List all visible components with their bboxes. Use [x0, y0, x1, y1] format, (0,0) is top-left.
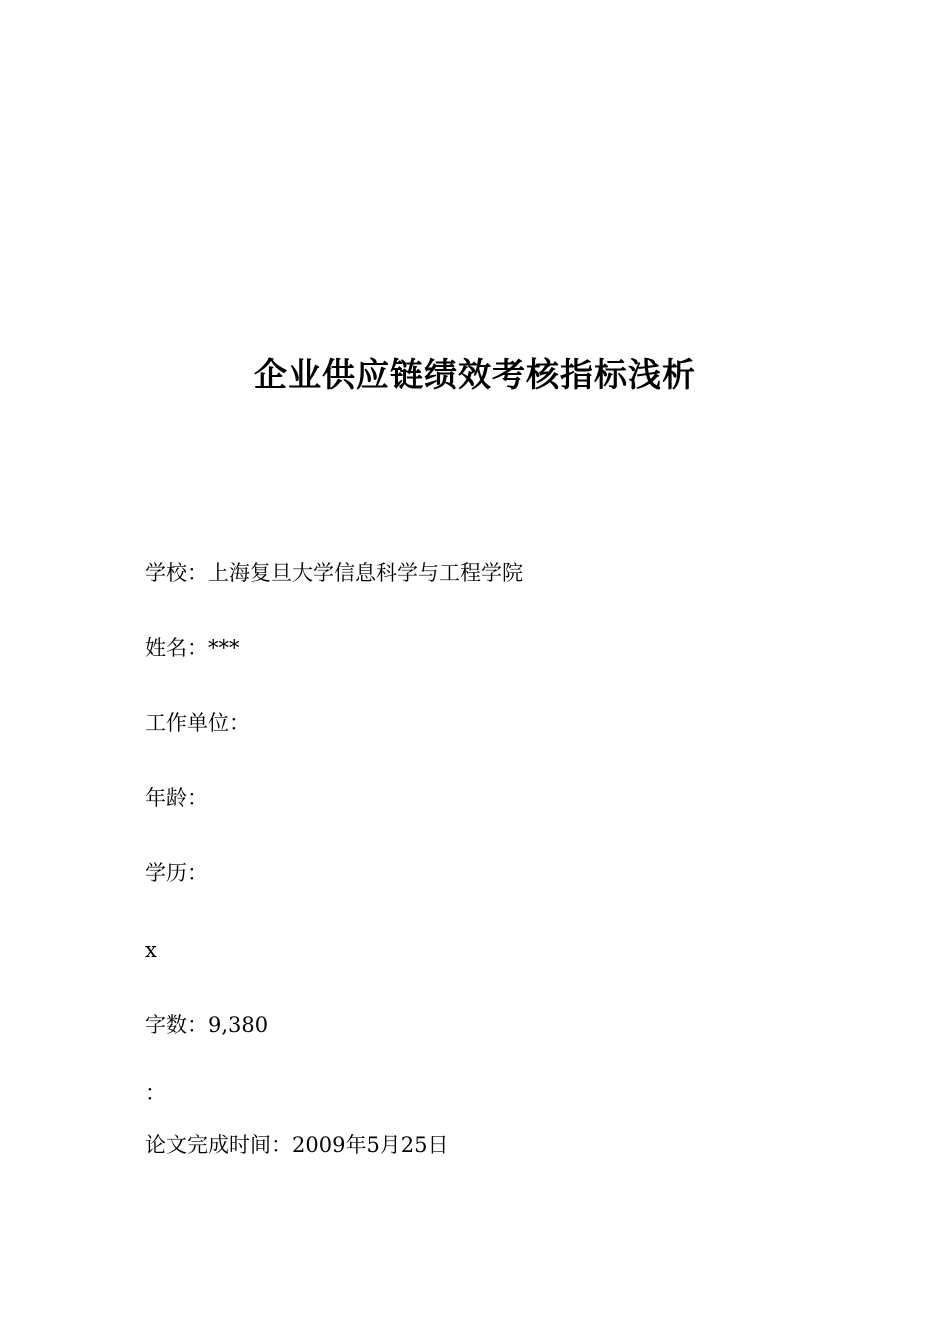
- document-title: 企业供应链绩效考核指标浅析: [254, 355, 696, 394]
- education-line: 学历：: [145, 861, 208, 885]
- school-line: 学校：上海复旦大学信息科学与工程学院: [145, 561, 523, 585]
- word-count-line: 字数：9,380: [145, 1013, 269, 1037]
- age-line: 年龄：: [145, 786, 208, 810]
- name-line: 姓名：***: [145, 636, 240, 660]
- x-line: x: [145, 938, 157, 962]
- work-unit-line: 工作单位：: [145, 711, 250, 735]
- colon-line: ：: [145, 1081, 166, 1105]
- completion-date-line: 论文完成时间：2009年5月25日: [145, 1133, 449, 1157]
